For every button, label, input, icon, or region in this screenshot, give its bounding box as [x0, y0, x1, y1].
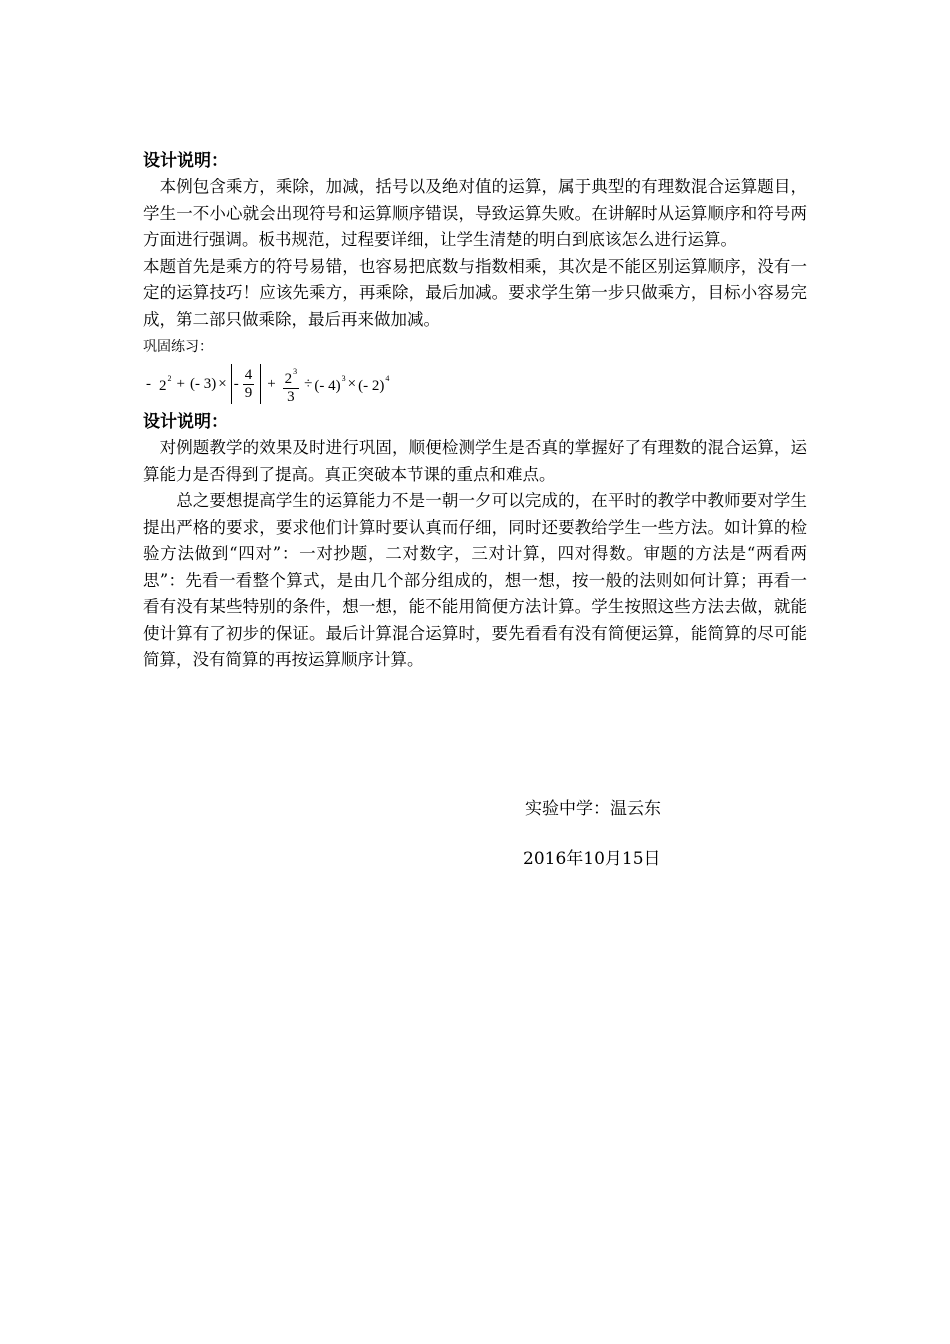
formula-fraction: $\frac{4}{9}$ [244, 366, 253, 401]
document-body [143, 148, 807, 674]
formula-paren: (- 4)$^3$ [314, 373, 346, 394]
formula-abs-sign: - [233, 375, 239, 392]
formula-paren: (- 2)$^4$ [358, 373, 390, 394]
formula-paren: (- 3) [189, 375, 217, 392]
formula-minus: - [146, 375, 151, 392]
formula-plus: + [267, 375, 276, 392]
design-notes-paragraph-4: 总之要想提高学生的运算能力不是一朝一夕可以完成的，在平时的教学中教师要对学生提出严格的要求，要求他们计算时要认真而仔细，同时还要教给学生一些方法。如计算的检验方法做到“四对”：一对抄题，二对数字，三对计算，四对得数。审题的方法是“两看两思”：先看一看整个算式，是由几个部分组成的，想一想，按一般的法则如何计算；再看一看有没有某些特别的条件，想一想，能不能用简便方法计算。学生按照这些方法去做，就能使计算有了初步的保证。最后计算混合运算时，要先看看有没有简便运算，能简算的尽可能简算，没有简算的再按运算顺序计算。 [143, 491, 807, 669]
author-signature: 实验中学：温云东 [525, 799, 661, 819]
formula-absolute-value [231, 364, 262, 404]
formula-plus: + [176, 375, 185, 392]
signature-date: 2016年10月15日 [523, 849, 661, 869]
practice-formula [145, 363, 807, 405]
formula-times: × [218, 375, 227, 392]
design-notes-paragraph-3: 对例题教学的效果及时进行巩固，顺便检测学生是否真的掌握好了有理数的混合运算，运算能力是否得到了提高。真正突破本节课的重点和难点。 [143, 438, 807, 484]
formula-fraction: $\frac{2^3}{3}$ [283, 363, 300, 406]
formula-divide: ÷ [304, 375, 313, 392]
formula-times: × [347, 375, 357, 392]
practice-label: 巩固练习： [143, 339, 213, 355]
formula-base: $2^2$ [159, 373, 172, 394]
design-notes-heading-2: 设计说明： [143, 412, 228, 432]
design-notes-paragraph-1: 本例包含乘方，乘除，加减，括号以及绝对值的运算，属于典型的有理数混合运算题目，学生一不小心就会出现符号和运算顺序错误，导致运算失败。在讲解时从运算顺序和符号两方面进行强调。板书规范，过程要详细，让学生清楚的明白到底该怎么进行运算。 [143, 177, 807, 249]
design-notes-paragraph-2: 本题首先是乘方的符号易错，也容易把底数与指数相乘，其次是不能区别运算顺序，没有一定的运算技巧！应该先乘方，再乘除，最后加减。要求学生第一步只做乘方，目标小容易完成，第二部只做乘除，最后再来做加减。 [143, 256, 807, 329]
design-notes-heading-1: 设计说明： [143, 151, 228, 171]
